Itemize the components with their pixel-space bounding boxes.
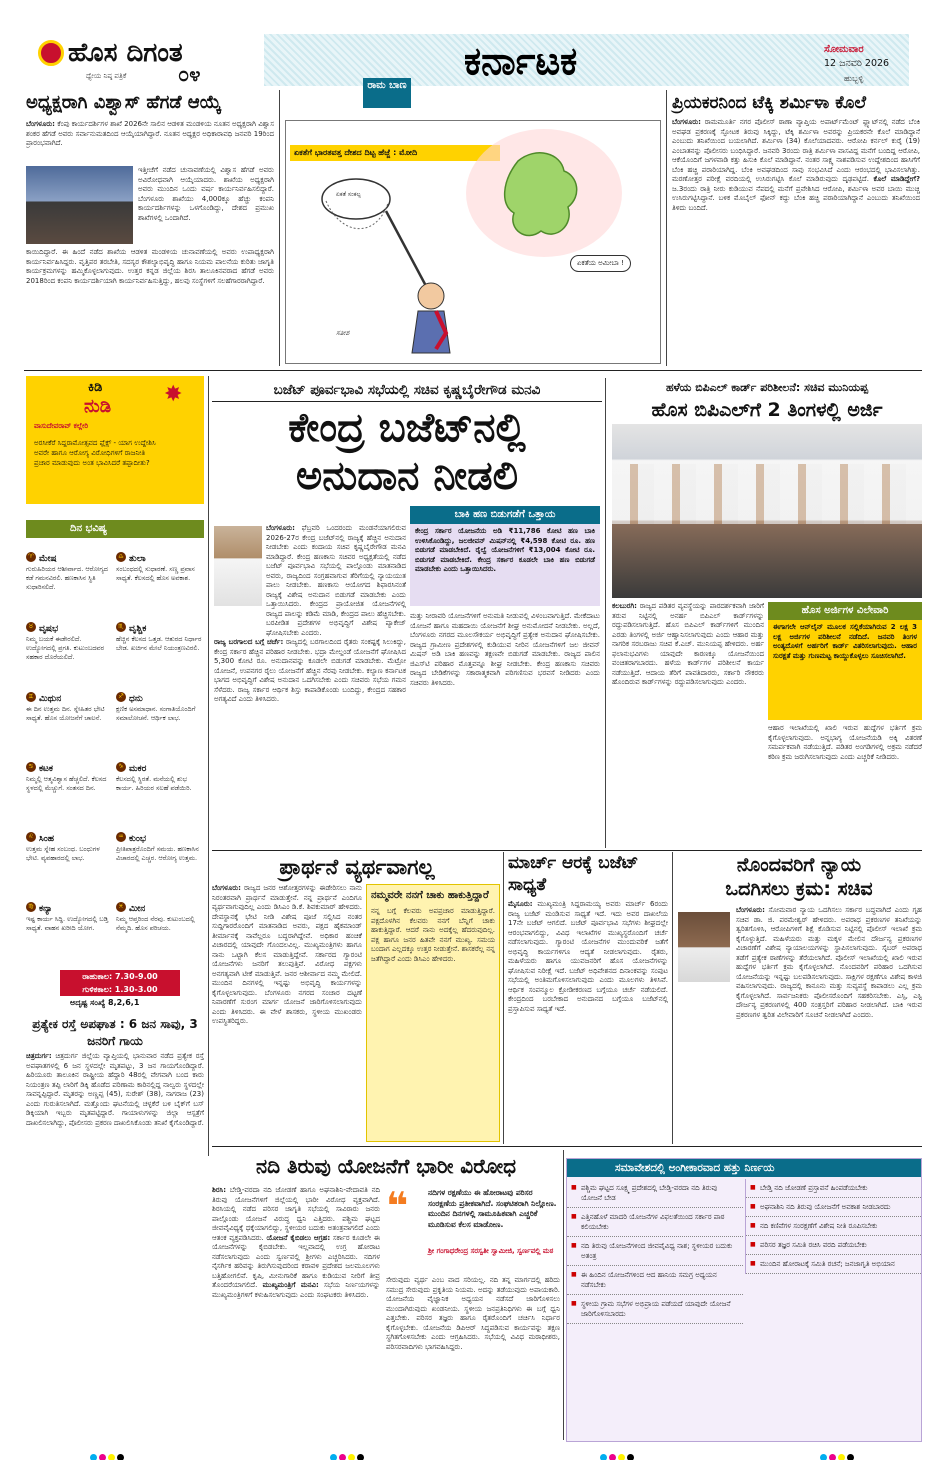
logo: ಹೊಸ ದಿಗಂತ bbox=[68, 38, 183, 68]
makara-icon: ♑ bbox=[116, 762, 126, 772]
rashi-makara bbox=[116, 756, 202, 820]
rashi-vrishabha bbox=[26, 616, 112, 680]
resolution-item: ■ ಬೇಡ್ತಿ ನದಿ ಜೋಡಣೆ ಪ್ರಸ್ತಾವನೆ ಹಿಂಪಡೆಯಬೇಕು bbox=[746, 1179, 921, 1198]
rashi-name: ವೃಶ್ಚಿಕ bbox=[129, 624, 147, 634]
lead-body-right: ಮತ್ತು ನೀರಾವರಿ ಯೋಜನೆಗಳಿಗೆ ಅನುಮತಿ ನೀಡುವಲ್ಲಿ ವಿಳಂಬವಾಗುತ್ತಿದೆ. ಮೇಕೆದಾಟು ಯೋಜನೆ ಹಾಗೂ ಮಹದಾಯಿ ಯೋಜನೆಗೆ ಶೀಘ್ರ ಅನುಮೋದನೆ ನೀಡಬೇಕು. ಅಲ್ಲದೆ, ಬೆಂಗಳೂರು ನಗರದ ಮೂಲಸೌಕರ್ಯ ಅಭಿವೃದ್ಧಿಗೆ ಪ್ರತ್ಯೇಕ ಅನುದಾನ ಘೋಷಿಸಬೇಕು. ರಾಜ್ಯದ ಗ್ರಾಮೀಣ ಪ್ರದೇಶಗಳಲ್ಲಿ ಕುಡಿಯುವ ನೀರಿನ ಯೋಜನೆಗಳಿಗೆ ಜಲ ಜೀವನ್ ಮಿಷನ್ ಅಡಿ ಬಾಕಿ ಹಣವನ್ನು ತಕ್ಷಣವೇ ಬಿಡುಗಡೆ ಮಾಡಬೇಕು. ರಾಜ್ಯದ ಪಾಲಿನ ಜಿಎಸ್‌ಟಿ ಪರಿಹಾರ ಮೊತ್ತವನ್ನೂ ಶೀಘ್ರ ನೀಡಬೇಕು. ಕೇಂದ್ರ ಹಣಕಾಸು ಸಚಿವರು ರಾಜ್ಯದ ಬೇಡಿಕೆಗಳನ್ನು ಸಕಾರಾತ್ಮಕವಾಗಿ ಪರಿಗಣಿಸುವ ಭರವಸೆ ನೀಡಿದರು ಎಂದು ಸಚಿವರು ತಿಳಿಸಿದರು. bbox=[410, 612, 600, 687]
logo-tagline: ಧ್ಯೇಯ ನಿಷ್ಠ ಪತ್ರಿಕೆ bbox=[86, 72, 127, 80]
rashi-text: ಕ್ಷಣಿಕ ಅಸಮಾಧಾನ. ಸಂಗಾತಿಯೊಂದಿಗೆ ಸಮಾಲೋಚನೆ. ಆರ್ಥಿಕ ಲಾಭ. bbox=[116, 705, 196, 722]
story2-body-3: ಜ.3ರಂದು ರಾತ್ರಿ ನೀರು ಕುಡಿಯುವ ನೆಪದಲ್ಲಿ ಮನೆಗೆ ಪ್ರವೇಶಿಸಿದ ಆರೋಪಿ, ಶರ್ಮಿಳಾ ಅವರ ಬಾಯಿ ಮುಚ್ಚಿ ಉಸಿರುಗಟ್ಟಿಸಿದ್ದಾನೆ. ಬಳಿಕ ಮೊಬೈಲ್ ಫೋನ್ ಕದ್ದು ಬೆಂಕಿ ಹಚ್ಚಿ ಪರಾರಿಯಾಗಿದ್ದಾನೆ ಎಂಬುದು ತನಿಖೆಯಿಂದ ತಿಳಿದು ಬಂದಿದೆ. bbox=[672, 184, 920, 212]
river-body-3: ಸಭೆಯ ನಿರ್ಣಯಗಳನ್ನು ಮುಖ್ಯಮಂತ್ರಿಗಳಿಗೆ ಕಳುಹಿಸಲಾಗುವುದು ಎಂದು ಸಂಘಟಕರು ತಿಳಿಸಿದರು. bbox=[212, 1281, 380, 1299]
dot-magenta bbox=[99, 1454, 106, 1460]
bpl-body-1: ರಾಜ್ಯದ ಪಡಿತರ ವ್ಯವಸ್ಥೆಯನ್ನು ಪಾರದರ್ಶಕವಾಗಿ ಜಾರಿಗೆ ತರುವ ನಿಟ್ಟಿನಲ್ಲಿ ಅನರ್ಹ ಬಿಪಿಎಲ್ ಕಾರ್ಡ್‌ಗಳನ್ನು ರದ್ದುಪಡಿಸಲಾಗುತ್ತಿದೆ. ಹೊಸ ಬಿಪಿಎಲ್ ಕಾರ್ಡ್‌ಗಳಿಗೆ ಮುಂದಿನ ಎರಡು ತಿಂಗಳಲ್ಲಿ ಅರ್ಜಿ ಆಹ್ವಾನಿಸಲಾಗುವುದು ಎಂದು ಆಹಾರ ಮತ್ತು ನಾಗರಿಕ ಸರಬರಾಜು ಸಚಿವ ಕೆ.ಎಚ್. ಮುನಿಯಪ್ಪ ಹೇಳಿದರು. ಅರ್ಹ ಫಲಾನುಭವಿಗಳು ಯಾವುದೇ ಕಾರಣಕ್ಕೂ ಯೋಜನೆಯಿಂದ ವಂಚಿತರಾಗಬಾರದು. ಹಳೆಯ ಕಾರ್ಡ್‌ಗಳ ಪರಿಶೀಲನೆ ಕಾರ್ಯ ನಡೆಯುತ್ತಿದೆ. ಆದಾಯ ತೆರಿಗೆ ಪಾವತಿದಾರರು, ಸರ್ಕಾರಿ ನೌಕರರು ಹೊಂದಿರುವ ಕಾರ್ಡ್‌ಗಳನ್ನು ರದ್ದುಪಡಿಸಲಾಗುವುದು ಎಂದರು. bbox=[612, 602, 764, 686]
rashi-text: ಕೆಲಸದಲ್ಲಿ ಸ್ಥಿರತೆ. ಮನೆಯಲ್ಲಿ ಶುಭ ಕಾರ್ಯ. ಹಿರಿಯರ ಸಲಹೆ ಪಡೆಯಿರಿ. bbox=[116, 775, 192, 792]
rashi-text: ಈ ದಿನ ಉತ್ತಮ ದಿನ. ಸ್ನೇಹಿತರ ಭೇಟಿ ಸಾಧ್ಯತೆ. ಹೊಸ ಯೋಜನೆಗೆ ಚಾಲನೆ. bbox=[26, 705, 105, 722]
rashi-text: ಗುರುಹಿರಿಯರ ಆಶೀರ್ವಾದ. ಆರೋಗ್ಯದ ಕಡೆ ಗಮನವಿರಲಿ. ಹಣಕಾಸಿನ ಸ್ಥಿತಿ ಸುಧಾರಿಸಲಿದೆ. bbox=[26, 565, 108, 591]
prayer-dateline: ಬೆಂಗಳೂರು: bbox=[212, 884, 241, 892]
rashi-meena bbox=[116, 896, 202, 960]
rashi-vrischika bbox=[116, 616, 202, 680]
lead-dateline: ಬೆಂಗಳೂರು: bbox=[266, 524, 295, 532]
registration-marks bbox=[600, 1446, 636, 1460]
rashi-name: ಮೇಷ bbox=[39, 554, 57, 564]
horoscope-grid bbox=[26, 540, 204, 970]
dues-box-title: ಬಾಕಿ ಹಣ ಬಿಡುಗಡೆಗೆ ಒತ್ತಾಯ bbox=[410, 506, 600, 524]
burst-icon: ✸ bbox=[164, 382, 183, 407]
kidi-box bbox=[26, 376, 204, 504]
lead-body-1: ಫೆಬ್ರವರಿ ಒಂದರಂದು ಮಂಡನೆಯಾಗಲಿರುವ 2026-27ರ ಕೇಂದ್ರ ಬಜೆಟ್‌ನಲ್ಲಿ ರಾಜ್ಯಕ್ಕೆ ಹೆಚ್ಚಿನ ಅನುದಾನ ನೀಡಬೇಕು ಎಂದು ಕಂದಾಯ ಸಚಿವ ಕೃಷ್ಣಬೈರೇಗೌಡ ಮನವಿ ಮಾಡಿದ್ದಾರೆ. ಕೇಂದ್ರ ಹಣಕಾಸು ಸಚಿವರ ಅಧ್ಯಕ್ಷತೆಯಲ್ಲಿ ನಡೆದ ಬಜೆಟ್ ಪೂರ್ವಭಾವಿ ಸಭೆಯಲ್ಲಿ ಪಾಲ್ಗೊಂಡು ಮಾತನಾಡಿದ ಅವರು, ರಾಜ್ಯದಿಂದ ಸಂಗ್ರಹವಾಗುವ ತೆರಿಗೆಯಲ್ಲಿ ನ್ಯಾಯಯುತ ಪಾಲು ನೀಡಬೇಕು. ಹಣಕಾಸು ಆಯೋಗದ ಶಿಫಾರಸಿನಂತೆ ರಾಜ್ಯಕ್ಕೆ ವಿಶೇಷ ಅನುದಾನ ಬಿಡುಗಡೆ ಮಾಡಬೇಕು ಎಂದು ಒತ್ತಾಯಿಸಿದರು. ಕೇಂದ್ರದ ಪ್ರಾಯೋಜಿತ ಯೋಜನೆಗಳಲ್ಲಿ ರಾಜ್ಯದ ಪಾಲನ್ನು ಕಡಿಮೆ ಮಾಡಿ, ಕೇಂದ್ರದ ಪಾಲು ಹೆಚ್ಚಿಸಬೇಕು. ಬರಪೀಡಿತ ಪ್ರದೇಶಗಳ ಅಭಿವೃದ್ಧಿಗೆ ವಿಶೇಷ ಪ್ಯಾಕೇಜ್ ಘೋಷಿಸಬೇಕು ಎಂದರು. bbox=[266, 524, 406, 637]
divider bbox=[208, 376, 209, 1156]
resolution-item: ■ ಪರಿಸರ ತಜ್ಞರ ಸಮಿತಿ ರಚಿಸಿ ವರದಿ ಪಡೆಯಬೇಕು bbox=[746, 1236, 921, 1255]
issue-date: 12 ಜನವರಿ 2026 bbox=[824, 58, 890, 69]
river-quote-author: ಶ್ರೀ ಗಂಗಾಧರೇಂದ್ರ ಸರಸ್ವತೀ ಸ್ವಾಮೀಜಿ, ಸ್ವರ್ಣವಲ್ಲಿ ಮಠ bbox=[428, 1247, 554, 1255]
march-text: ಮುಖ್ಯಮಂತ್ರಿ ಸಿದ್ದರಾಮಯ್ಯ ಅವರು ಮಾರ್ಚ್ 6ರಂದು ರಾಜ್ಯ ಬಜೆಟ್ ಮಂಡಿಸುವ ಸಾಧ್ಯತೆ ಇದೆ. ಇದು ಅವರ ದಾಖಲೆಯ 17ನೇ ಬಜೆಟ್ ಆಗಲಿದೆ. ಬಜೆಟ್ ಪೂರ್ವಭಾವಿ ಸಭೆಗಳು ಶೀಘ್ರದಲ್ಲೇ ಆರಂಭವಾಗಲಿದ್ದು, ವಿವಿಧ ಇಲಾಖೆಗಳ ಮುಖ್ಯಸ್ಥರೊಂದಿಗೆ ಚರ್ಚೆ ನಡೆಸಲಾಗುವುದು. ಗ್ಯಾರಂಟಿ ಯೋಜನೆಗಳ ಮುಂದುವರಿಕೆ ಜತೆಗೆ ಅಭಿವೃದ್ಧಿ ಕಾರ್ಯಗಳಿಗೂ ಆದ್ಯತೆ ನೀಡಲಾಗುವುದು. ರೈತರು, ಮಹಿಳೆಯರು ಹಾಗೂ ಯುವಜನರಿಗೆ ಹೊಸ ಯೋಜನೆಗಳನ್ನು ಘೋಷಿಸುವ ನಿರೀಕ್ಷೆ ಇದೆ. ಬಜೆಟ್ ಅಧಿವೇಶನದ ದಿನಾಂಕವನ್ನು ಸಂಪುಟ ಸಭೆಯಲ್ಲಿ ಅಂತಿಮಗೊಳಿಸಲಾಗುವುದು ಎಂದು ಮೂಲಗಳು ತಿಳಿಸಿವೆ. ಆರ್ಥಿಕ ಸಂಪನ್ಮೂಲ ಕ್ರೋಡೀಕರಣದ ಬಗ್ಗೆಯೂ ಚರ್ಚೆ ನಡೆಯಲಿದೆ. ಕೇಂದ್ರದಿಂದ ಬರಬೇಕಾದ ಅನುದಾನದ ಬಗ್ಗೆಯೂ ಬಜೆಟ್‌ನಲ್ಲಿ ಪ್ರಸ್ತಾಪಿಸುವ ಸಾಧ್ಯತೆ ಇದೆ. bbox=[508, 900, 668, 1013]
resolution-item: ■ ನದಿ ಕಣಿವೆಗಳ ಸಂರಕ್ಷಣೆಗೆ ವಿಶೇಷ ನೀತಿ ರೂಪಿಸಬೇಕು bbox=[746, 1217, 921, 1236]
divider bbox=[212, 850, 922, 851]
resolution-item: ■ ಮುಂದಿನ ಹೋರಾಟಕ್ಕೆ ಸಮಿತಿ ರಚನೆ; ಜನಜಾಗೃತಿ ಅಭಿಯಾನ bbox=[746, 1255, 921, 1274]
story1-body bbox=[26, 120, 274, 162]
horoscope-title: ದಿನ ಭವಿಷ್ಯ bbox=[26, 520, 204, 538]
kumbha-icon: ♒ bbox=[116, 832, 126, 842]
story1-body-2: ಇತ್ತೀಚೆಗೆ ನಡೆದ ಚುನಾವಣೆಯಲ್ಲಿ ವಿಶ್ವಾಸ ಹೆಗಡೆ ಅವರು ಅವಿರೋಧವಾಗಿ ಆಯ್ಕೆಯಾದರು. ಶಾಖೆಯ ಅಧ್ಯಕ್ಷರಾಗಿ ಅವರು ಮುಂದಿನ ಒಂದು ವರ್ಷ ಕಾರ್ಯನಿರ್ವಹಿಸಲಿದ್ದಾರೆ. ಬೆಂಗಳೂರು ಶಾಖೆಯು 4,000ಕ್ಕೂ ಹೆಚ್ಚು ಕಂಪನಿ ಕಾರ್ಯದರ್ಶಿಗಳನ್ನು ಒಳಗೊಂಡಿದ್ದು, ದೇಶದ ಪ್ರಮುಖ ಶಾಖೆಗಳಲ್ಲಿ ಒಂದಾಗಿದೆ. bbox=[138, 166, 274, 222]
kidi-lines bbox=[34, 438, 200, 468]
story1-photo bbox=[26, 166, 133, 244]
justice-text: ಸೋಮವಾರ ನ್ಯಾಯ ಒದಗಿಸಲು ಸರ್ಕಾರ ಬದ್ಧವಾಗಿದೆ ಎಂದು ಗೃಹ ಸಚಿವ ಡಾ. ಜಿ. ಪರಮೇಶ್ವರ್ ಹೇಳಿದರು. ಅಪರಾಧ ಪ್ರಕರಣಗಳ ತನಿಖೆಯನ್ನು ತ್ವರಿತಗೊಳಿಸಿ, ಆರೋಪಿಗಳಿಗೆ ಶಿಕ್ಷೆ ಕೊಡಿಸುವ ನಿಟ್ಟಿನಲ್ಲಿ ಪೊಲೀಸ್ ಇಲಾಖೆ ಕ್ರಮ ಕೈಗೊಳ್ಳುತ್ತಿದೆ. ಮಹಿಳೆಯರು ಮತ್ತು ಮಕ್ಕಳ ಮೇಲಿನ ದೌರ್ಜನ್ಯ ಪ್ರಕರಣಗಳ ವಿಚಾರಣೆಗೆ ವಿಶೇಷ ನ್ಯಾಯಾಲಯಗಳನ್ನು ಸ್ಥಾಪಿಸಲಾಗುವುದು. ಸೈಬರ್ ಅಪರಾಧ ತಡೆಗೆ ಪ್ರತ್ಯೇಕ ಠಾಣೆಗಳನ್ನು ತೆರೆಯಲಾಗಿದೆ. ಪೊಲೀಸ್ ಇಲಾಖೆಯಲ್ಲಿ ಖಾಲಿ ಇರುವ ಹುದ್ದೆಗಳ ಭರ್ತಿಗೆ ಕ್ರಮ ಕೈಗೊಳ್ಳಲಾಗಿದೆ. ನೊಂದವರಿಗೆ ಪರಿಹಾರ ಒದಗಿಸುವ ಯೋಜನೆಯನ್ನು ಇನ್ನಷ್ಟು ಬಲಪಡಿಸಲಾಗುವುದು. ಸಾಕ್ಷಿಗಳ ರಕ್ಷಣೆಗೂ ವಿಶೇಷ ಕಾಳಜಿ ವಹಿಸಲಾಗುವುದು. ರಾಜ್ಯದಲ್ಲಿ ಕಾನೂನು ಮತ್ತು ಸುವ್ಯವಸ್ಥೆ ಕಾಪಾಡಲು ಎಲ್ಲ ಕ್ರಮ ಕೈಗೊಳ್ಳಲಾಗಿದೆ. ಸಾರ್ವಜನಿಕರು ಪೊಲೀಸರೊಂದಿಗೆ ಸಹಕರಿಸಬೇಕು. ಎಸ್ಸಿ, ಎಸ್ಟಿ ದೌರ್ಜನ್ಯ ಪ್ರಕರಣಗಳಲ್ಲಿ 400 ಸಂತ್ರಸ್ತರಿಗೆ ಪರಿಹಾರ ನೀಡಲಾಗಿದೆ. ಬಾಕಿ ಇರುವ ಪ್ರಕರಣಗಳ ತ್ವರಿತ ವಿಲೇವಾರಿಗೆ ಸೂಚನೆ ನೀಡಲಾಗಿದೆ ಎಂದರು. bbox=[736, 906, 922, 1019]
resolution-item: ■ ಪಶ್ಚಿಮ ಘಟ್ಟದ ಸೂಕ್ಷ್ಮ ಪ್ರದೇಶದಲ್ಲಿ ಬೇಡ್ತಿ-ವರದಾ ನದಿ ತಿರುವು ಯೋಜನೆ ಬೇಡ bbox=[567, 1179, 743, 1208]
rashi-simha bbox=[26, 826, 112, 890]
rashi-dhanu bbox=[116, 686, 202, 750]
rashi-text: ಸಂಬಂಧದಲ್ಲಿ ಸುಧಾರಣೆ. ಸಣ್ಣ ಪ್ರವಾಸ ಸಾಧ್ಯತೆ. ಕೆಲಸದಲ್ಲಿ ಹೊಸ ಅವಕಾಶ. bbox=[116, 565, 195, 582]
issue-day: ಸೋಮವಾರ bbox=[824, 44, 864, 55]
logo-block bbox=[24, 34, 246, 88]
cartoon-net-label: ಏಕತೆ ಸಂಕಲ್ಪ bbox=[336, 191, 361, 198]
dot-yellow bbox=[348, 1454, 355, 1460]
bpl-headline: ಹೊಸ ಬಿಪಿಎಲ್‌ಗೆ 2 ತಿಂಗಳಲ್ಲಿ ಅರ್ಜಿ bbox=[651, 399, 883, 421]
dues-box bbox=[410, 506, 600, 606]
rashi-text: ನಿಮ್ಮ ಬಯಕೆ ಈಡೇರಲಿದೆ. ಉದ್ಯೋಗದಲ್ಲಿ ಪ್ರಗತಿ. ಕುಟುಂಬದವರ ಸಹಕಾರ ದೊರೆಯಲಿದೆ. bbox=[26, 635, 105, 661]
divider bbox=[672, 852, 673, 1144]
dot-cyan bbox=[90, 1454, 97, 1460]
story1-dateline: ಬೆಂಗಳೂರು: bbox=[26, 120, 55, 128]
resolution-item: ■ ಅಘನಾಶಿನಿ ನದಿ ತಿರುವು ಯೋಜನೆಗೆ ಅವಕಾಶ ನೀಡಬಾರದು bbox=[746, 1198, 921, 1217]
rashi-name: ತುಲಾ bbox=[129, 554, 146, 564]
divider bbox=[279, 90, 280, 366]
bpl-kicker: ಹಳೆಯ ಬಿಪಿಎಲ್ ಕಾರ್ಡ್ ಪರಿಶೀಲನೆ: ಸಚಿವ ಮುನಿಯಪ್ಪ bbox=[665, 381, 869, 394]
man-head bbox=[418, 283, 444, 309]
rashi-name: ಕಟಕ bbox=[39, 764, 53, 774]
masthead bbox=[24, 30, 922, 90]
river-headline: ನದಿ ತಿರುವು ಯೋಜನೆಗೆ ಭಾರೀ ವಿರೋಧ bbox=[255, 1154, 517, 1178]
resolution-item: ■ ಎತ್ತಿನಹೊಳೆ ಮಾದರಿ ಯೋಜನೆಗಳ ವಿಫಲತೆಯಿಂದ ಸರ್ಕಾರ ಪಾಠ ಕಲಿಯಬೇಕು bbox=[567, 1208, 743, 1237]
dot-yellow bbox=[108, 1454, 115, 1460]
logo-emblem-icon bbox=[38, 40, 64, 66]
divider bbox=[212, 1146, 922, 1147]
registration-marks bbox=[90, 1446, 126, 1460]
story2-body-2: ಶರ್ಮಿಳಾ (34) ಕೊಲೆಯಾದವರು. ಆರೋಪಿ ಕರ್ನಲ್ ಕುರೈ (19) ಎಂಬಾತನನ್ನು ಪೊಲೀಸರು ಬಂಧಿಸಿದ್ದಾರೆ. ಜನವರಿ 3ರಂದು ರಾತ್ರಿ ಶರ್ಮಿಳಾ ವಾಸವಿದ್ದ ಮನೆಗೆ ಬಂದಿದ್ದ ಆರೋಪಿ, ಆಕೆಯೊಂದಿಗೆ ಜಗಳವಾಡಿ ಕತ್ತು ಹಿಸುಕಿ ಕೊಲೆ ಮಾಡಿದ್ದಾನೆ. ನಂತರ ಸಾಕ್ಷ್ಯ ನಾಶಪಡಿಸುವ ಉದ್ದೇಶದಿಂದ ಹಾಸಿಗೆಗೆ ಬೆಂಕಿ ಹಚ್ಚಿ ಪರಾರಿಯಾಗಿದ್ದ. ಬೆಂಕಿ ಅವಘಡದಿಂದ ಸಾವು ಸಂಭವಿಸಿದೆ ಎಂದು ಆರಂಭದಲ್ಲಿ ಭಾವಿಸಲಾಗಿತ್ತು. ಮರಣೋತ್ತರ ಪರೀಕ್ಷೆ ವರದಿಯಲ್ಲಿ ಉಸಿರುಗಟ್ಟಿಸಿ ಕೊಲೆ ಮಾಡಿರುವುದು ದೃಢಪಟ್ಟಿದೆ. bbox=[672, 137, 920, 183]
rashi-text: ಇಷ್ಟ ಕಾರ್ಯ ಸಿದ್ಧಿ. ಉದ್ಯೋಗದಲ್ಲಿ ಬಡ್ತಿ ಸಾಧ್ಯತೆ. ವಾಹನ ಖರೀದಿ ಯೋಗ. bbox=[26, 915, 109, 932]
march-headline: ಮಾರ್ಚ್ ಆರಕ್ಕೆ ಬಜೆಟ್ ಸಾಧ್ಯತೆ bbox=[508, 853, 639, 895]
dot-cyan bbox=[820, 1454, 827, 1460]
accident-text: ಚಿತ್ರದುರ್ಗ ಜಿಲ್ಲೆಯ ವ್ಯಾಪ್ತಿಯಲ್ಲಿ ಭಾನುವಾರ ನಡೆದ ಪ್ರತ್ಯೇಕ ರಸ್ತೆ ಅಪಘಾತಗಳಲ್ಲಿ 6 ಜನ ಸ್ಥಳದಲ್ಲೇ ಮೃತಪಟ್ಟು, 3 ಜನ ಗಾಯಗೊಂಡಿದ್ದಾರೆ. ಹಿರಿಯೂರು ತಾಲೂಕಿನ ರಾಷ್ಟ್ರೀಯ ಹೆದ್ದಾರಿ 48ರಲ್ಲಿ ವೇಗವಾಗಿ ಬಂದ ಕಾರು ನಿಯಂತ್ರಣ ತಪ್ಪಿ ಲಾರಿಗೆ ಡಿಕ್ಕಿ ಹೊಡೆದ ಪರಿಣಾಮ ಕಾರಿನಲ್ಲಿದ್ದ ನಾಲ್ವರು ಸ್ಥಳದಲ್ಲೇ ಸಾವನ್ನಪ್ಪಿದ್ದಾರೆ. ಮೃತರನ್ನು ಅಣ್ಣಪ್ಪ (45), ಸುರೇಶ್ (38), ನಾಗರಾಜ (23) ಎಂದು ಗುರುತಿಸಲಾಗಿದೆ. ಮತ್ತೊಂದು ಘಟನೆಯಲ್ಲಿ ಚಳ್ಳಕೆರೆ ಬಳಿ ಬೈಕ್‌ಗೆ ಬಸ್ ಡಿಕ್ಕಿಯಾಗಿ ಇಬ್ಬರು ಮೃತಪಟ್ಟಿದ್ದಾರೆ. ಗಾಯಾಳುಗಳನ್ನು ಜಿಲ್ಲಾ ಆಸ್ಪತ್ರೆಗೆ ದಾಖಲಿಸಲಾಗಿದ್ದು, ಪೊಲೀಸರು ಪ್ರಕರಣ ದಾಖಲಿಸಿಕೊಂಡು ತನಿಖೆ ಕೈಗೊಂಡಿದ್ದಾರೆ. bbox=[26, 1052, 204, 1127]
rashi-text: ನಿಮ್ಮ ಆಪ್ತರಿಂದ ನೆರವು. ಕುಟುಂಬದಲ್ಲಿ ನೆಮ್ಮದಿ. ಹೊಸ ಪರಿಚಯ. bbox=[116, 915, 195, 932]
dot-black bbox=[117, 1454, 124, 1460]
kidi-title: ಕಿಡಿ bbox=[88, 380, 103, 395]
dot-magenta bbox=[339, 1454, 346, 1460]
lead-subhead: ರಾಜ್ಯ ಬರಗಾಲದ ಬಗ್ಗೆ ಚರ್ಚೆ: bbox=[214, 638, 284, 646]
river-body-1: ಬೇಡ್ತಿ-ವರದಾ ನದಿ ಜೋಡಣೆ ಹಾಗೂ ಅಘನಾಶಿನಿ-ವೇದಾವತಿ ನದಿ ತಿರುವು ಯೋಜನೆಗಳಿಗೆ ಜಿಲ್ಲೆಯಲ್ಲಿ ಭಾರೀ ವಿರೋಧ ವ್ಯಕ್ತವಾಗಿದೆ. ಶಿರಸಿಯಲ್ಲಿ ನಡೆದ ಪರಿಸರ ಜಾಗೃತಿ ಸಭೆಯಲ್ಲಿ ಸಾವಿರಾರು ಜನರು ಪಾಲ್ಗೊಂಡು ಯೋಜನೆ ವಿರುದ್ಧ ಧ್ವನಿ ಎತ್ತಿದರು. ಪಶ್ಚಿಮ ಘಟ್ಟದ ಜೀವವೈವಿಧ್ಯಕ್ಕೆ ಧಕ್ಕೆಯಾಗಲಿದ್ದು, ಸ್ಥಳೀಯರ ಬದುಕು ಅತಂತ್ರವಾಗಲಿದೆ ಎಂದು ಆತಂಕ ವ್ಯಕ್ತಪಡಿಸಿದರು. bbox=[212, 1186, 380, 1242]
bpl-body-right: ಆಹಾರ ಇಲಾಖೆಯಲ್ಲಿ ಖಾಲಿ ಇರುವ ಹುದ್ದೆಗಳ ಭರ್ತಿಗೆ ಕ್ರಮ ಕೈಗೊಳ್ಳಲಾಗುವುದು. ಅನ್ನಭಾಗ್ಯ ಯೋಜನೆಯಡಿ ಅಕ್ಕಿ ವಿತರಣೆ ಸಮರ್ಪಕವಾಗಿ ನಡೆಯುತ್ತಿದೆ. ಪಡಿತರ ಅಂಗಡಿಗಳಲ್ಲಿ ಅಕ್ರಮ ನಡೆದರೆ ಕಠಿಣ ಕ್ರಮ ಜರುಗಿಸಲಾಗುವುದು ಎಂದು ಎಚ್ಚರಿಕೆ ನೀಡಿದರು. bbox=[768, 724, 922, 761]
justice-headline-1: ನೊಂದವರಿಗೆ ನ್ಯಾಯ bbox=[736, 854, 862, 876]
rashi-text: ಪ್ರೀತಿಪಾತ್ರರೊಂದಿಗೆ ಸಮಯ. ಹಣಕಾಸಿನ ವಿಚಾರದಲ್ಲಿ ಎಚ್ಚರ. ಆರೋಗ್ಯ ಉತ್ತಮ. bbox=[116, 845, 199, 862]
rahu-kala-box bbox=[60, 970, 180, 996]
prayer-quote-box bbox=[366, 884, 500, 1142]
accident-headline: ಪ್ರತ್ಯೇಕ ರಸ್ತೆ ಅಪಘಾತ : 6 ಜನ ಸಾವು, 3 ಜನರಿಗೆ ಗಾಯ bbox=[32, 1017, 198, 1048]
river-quote-mark-icon: ❝ bbox=[386, 1184, 409, 1228]
resolution-item: ■ ಈ ಹಿಂದಿನ ಯೋಜನೆಗಳಿಂದ ಆದ ಹಾನಿಯ ಸಮಗ್ರ ಅಧ್ಯಯನ ನಡೆಸಬೇಕು bbox=[567, 1266, 743, 1295]
registration-marks bbox=[330, 1446, 366, 1460]
divider bbox=[563, 1150, 564, 1440]
rashi-name: ಮಿಥುನ bbox=[39, 694, 62, 704]
prayer-text: ರಾಜ್ಯದ ಜನರ ಆಶೋತ್ತರಗಳನ್ನು ಈಡೇರಿಸಲು ನಾನು ನಿರಂತರವಾಗಿ ಪ್ರಾರ್ಥನೆ ಮಾಡುತ್ತೇನೆ. ನನ್ನ ಪ್ರಾರ್ಥನೆ ಎಂದಿಗೂ ವ್ಯರ್ಥವಾಗುವುದಿಲ್ಲ ಎಂದು ಡಿಸಿಎಂ ಡಿ.ಕೆ. ಶಿವಕುಮಾರ್ ಹೇಳಿದರು. ದೇವಸ್ಥಾನಕ್ಕೆ ಭೇಟಿ ನೀಡಿ ವಿಶೇಷ ಪೂಜೆ ಸಲ್ಲಿಸಿದ ನಂತರ ಸುದ್ದಿಗಾರರೊಂದಿಗೆ ಮಾತನಾಡಿದ ಅವರು, ಪಕ್ಷದ ಹೈಕಮಾಂಡ್ ತೀರ್ಮಾನಕ್ಕೆ ನಾವೆಲ್ಲರೂ ಬದ್ಧರಾಗಿದ್ದೇವೆ. ಅಧಿಕಾರ ಹಂಚಿಕೆ ವಿಚಾರದಲ್ಲಿ ಯಾವುದೇ ಗೊಂದಲವಿಲ್ಲ. ಮುಖ್ಯಮಂತ್ರಿಗಳು ಹಾಗೂ ನಾನು ಒಟ್ಟಾಗಿ ಕೆಲಸ ಮಾಡುತ್ತಿದ್ದೇವೆ. ಸರ್ಕಾರದ ಗ್ಯಾರಂಟಿ ಯೋಜನೆಗಳು ಜನರಿಗೆ ತಲುಪುತ್ತಿವೆ. ವಿರೋಧ ಪಕ್ಷಗಳು ಅನಗತ್ಯವಾಗಿ ಟೀಕೆ ಮಾಡುತ್ತಿವೆ. ಜನರ ಆಶೀರ್ವಾದ ನಮ್ಮ ಮೇಲಿದೆ. ಮುಂದಿನ ದಿನಗಳಲ್ಲಿ ಇನ್ನಷ್ಟು ಅಭಿವೃದ್ಧಿ ಕಾರ್ಯಗಳನ್ನು ಕೈಗೊಳ್ಳಲಾಗುವುದು. ಬೆಂಗಳೂರು ನಗರದ ಸಂಚಾರ ದಟ್ಟಣೆ ನಿವಾರಣೆಗೆ ಸುರಂಗ ಮಾರ್ಗ ಯೋಜನೆ ಜಾರಿಗೊಳಿಸಲಾಗುವುದು ಎಂದು ತಿಳಿಸಿದರು. ಈ ವೇಳೆ ಶಾಸಕರು, ಸ್ಥಳೀಯ ಮುಖಂಡರು ಉಪಸ್ಥಿತರಿದ್ದರು. bbox=[212, 884, 362, 1025]
page-number: ೦೪ bbox=[178, 62, 201, 86]
dot-magenta bbox=[609, 1454, 616, 1460]
story1-body-1: ಕೆಂಪು ಕಾರ್ಯದರ್ಶಿಗಳ ಶಾಖೆ 2026ನೇ ಸಾಲಿನ ಆಡಳಿತ ಮಂಡಳಿಯ ನೂತನ ಅಧ್ಯಕ್ಷರಾಗಿ ವಿಶ್ವಾಸ ಶಂಕರ ಹೆಗಡೆ ಅವರು ಸರ್ವಾನುಮತದಿಂದ ಆಯ್ಕೆಯಾಗಿದ್ದಾರೆ. ನೂತನ ಅಧ್ಯಕ್ಷರ ಅಧಿಕಾರಾವಧಿ ಜನವರಿ 19ರಿಂದ ಪ್ರಾರಂಭವಾಗಿದೆ. bbox=[26, 120, 274, 147]
story2-headline: ಪ್ರಿಯಕರನಿಂದ ಟೆಕ್ಕಿ ಶರ್ಮಿಳಾ ಕೊಲೆ bbox=[672, 93, 867, 113]
rashi-name: ಮಕರ bbox=[129, 764, 147, 774]
simha-icon: ♌ bbox=[26, 832, 36, 842]
rashi-name: ಮೀನ bbox=[129, 904, 146, 914]
rashi-kanya bbox=[26, 896, 112, 960]
dot-yellow bbox=[618, 1454, 625, 1460]
river-quote: ನದಿಗಳ ರಕ್ಷಣೆಯು ಈ ಹೋರಾಟವು ಪರಿಸರ ಸಂರಕ್ಷಣೆಯ ಪ್ರತೀಕವಾಗಿದೆ. ಸಂಘಟಿತರಾಗಿ ನಿಲ್ಲೋಣ. ಮುಂದಿನ ದಿನಗಳಲ್ಲಿ ಸಾಮೂಹಿಕವಾಗಿ ಎಚ್ಚರಿಕೆ ಮೂಡಿಸುವ ಕೆಲಸ ಮಾಡೋಣ. bbox=[428, 1188, 557, 1229]
rashi-text: ಹೆಚ್ಚಿನ ಕೆಲಸದ ಒತ್ತಡ. ಆತುರದ ನಿರ್ಧಾರ ಬೇಡ. ಖರ್ಚಿನ ಮೇಲೆ ನಿಯಂತ್ರಣವಿರಲಿ. bbox=[116, 635, 202, 652]
dues-box-body: ಕೇಂದ್ರ ಸರ್ಕಾರ ಯೋಜನೆಯ ಅಡಿ ₹11,786 ಕೋಟಿ ಹಣ ಬಾಕಿ ಉಳಿಸಿಕೊಂಡಿದ್ದು, ಜಲಜೀವನ್ ಮಿಷನ್‌ನಲ್ಲಿ ₹4,598 ಕೋಟಿ ರೂ. ಹಣ ಬಿಡುಗಡೆ ಮಾಡಬೇಕಿದೆ. ರೈಲ್ವೆ ಯೋಜನೆಗಳಿಗೆ ₹13,004 ಕೋಟಿ ರೂ. ಬಿಡುಗಡೆ ಮಾಡಬೇಕಿದೆ. ಕೇಂದ್ರ ಸರ್ಕಾರ ಕೂಡಲೇ ಬಾಕಿ ಹಣ ಬಿಡುಗಡೆ ಮಾಡಬೇಕು ಎಂದು ಒತ್ತಾಯಿಸಿದರು. bbox=[415, 527, 595, 573]
edition: ಹುಬ್ಬಳ್ಳಿ bbox=[844, 74, 864, 83]
bpl-box-body: ಈಗಾಗಲೇ ಆನ್‌ಲೈನ್ ಮೂಲಕ ಸಲ್ಲಿಕೆಯಾಗಿರುವ 2 ಲಕ್ಷ 3 ಲಕ್ಷ ಅರ್ಜಿಗಳ ಪರಿಶೀಲನೆ ನಡೆದಿದೆ. ಜನವರಿ ತಿಂಗಳ ಅಂತ್ಯದೊಳಗೆ ಅರ್ಹರಿಗೆ ಕಾರ್ಡ್ ವಿತರಿಸಲಾಗುವುದು. ಆಹಾರ ಸುರಕ್ಷತೆ ಮತ್ತು ಗುಣಮಟ್ಟ ಕಾಯ್ದುಕೊಳ್ಳಲು ಸೂಚಿಸಲಾಗಿದೆ. bbox=[773, 623, 917, 660]
registration-marks bbox=[820, 1446, 856, 1460]
story2-dateline: ಬೆಂಗಳೂರು: bbox=[672, 118, 701, 126]
march-body bbox=[508, 900, 668, 1142]
rashi-mithuna bbox=[26, 686, 112, 750]
rahu-kala: ರಾಹುಕಾಲ: 7.30-9.00 bbox=[82, 972, 158, 981]
resolutions-left bbox=[567, 1179, 743, 1324]
lead-body-2: ರಾಜ್ಯದಲ್ಲಿ ಬರಗಾಲದಿಂದ ರೈತರು ಸಂಕಷ್ಟಕ್ಕೆ ಸಿಲುಕಿದ್ದು, ಕೇಂದ್ರ ಸರ್ಕಾರ ಹೆಚ್ಚಿನ ಪರಿಹಾರ ನೀಡಬೇಕು. ಭದ್ರಾ ಮೇಲ್ದಂಡೆ ಯೋಜನೆಗೆ ಘೋಷಿಸಿದ 5,300 ಕೋಟಿ ರೂ. ಅನುದಾನವನ್ನು ಕೂಡಲೇ ಬಿಡುಗಡೆ ಮಾಡಬೇಕು. ಮೆಟ್ರೋ ಯೋಜನೆ, ಉಪನಗರ ರೈಲು ಯೋಜನೆಗೆ ಹೆಚ್ಚಿನ ನೆರವು ನೀಡಬೇಕು. ಕಲ್ಯಾಣ ಕರ್ನಾಟಕ ಭಾಗದ ಅಭಿವೃದ್ಧಿಗೆ ವಿಶೇಷ ಅನುದಾನ ಒದಗಿಸಬೇಕು ಎಂದು ಸಚಿವರು ಸಭೆಯ ಗಮನ ಸೆಳೆದರು. ರಾಜ್ಯ ಸರ್ಕಾರ ಆರ್ಥಿಕ ಶಿಸ್ತು ಕಾಪಾಡಿಕೊಂಡು ಬಂದಿದ್ದು, ಕೇಂದ್ರದ ಸಹಕಾರ ಅಗತ್ಯವಿದೆ ಎಂದು ತಿಳಿಸಿದರು. bbox=[214, 638, 406, 703]
justice-dateline: ಬೆಂಗಳೂರು: bbox=[736, 906, 765, 914]
section-band bbox=[264, 34, 909, 86]
dot-black bbox=[357, 1454, 364, 1460]
river-body-2: ಸರ್ಕಾರ ಕೂಡಲೇ ಈ ಯೋಜನೆಗಳನ್ನು ಕೈಬಿಡಬೇಕು. ಇಲ್ಲವಾದಲ್ಲಿ ಉಗ್ರ ಹೋರಾಟ ನಡೆಸಲಾಗುವುದು ಎಂದು ಸ್ವರ್ಣವಲ್ಲಿ ಶ್ರೀಗಳು ಎಚ್ಚರಿಸಿದರು. ನದಿಗಳ ನೈಸರ್ಗಿಕ ಹರಿವನ್ನು ತಿರುಗಿಸುವುದರಿಂದ ಕರಾವಳಿ ಪ್ರದೇಶದ ಜಲಮೂಲಗಳು ಬತ್ತಿಹೋಗಲಿವೆ. ಕೃಷಿ, ಮೀನುಗಾರಿಕೆ ಹಾಗೂ ಕುಡಿಯುವ ನೀರಿಗೆ ತೀವ್ರ ತೊಂದರೆಯಾಗಲಿದೆ. bbox=[212, 1233, 380, 1289]
lead-headline-2: ಅನುದಾನ ನೀಡಲಿ bbox=[295, 452, 519, 499]
divider bbox=[503, 852, 504, 1144]
story1-body-3: ಕಾಯಿದಿದ್ದಾರೆ. ಈ ಹಿಂದೆ ನಡೆದ ಶಾಖೆಯ ಆಡಳಿತ ಮಂಡಳಿಯ ಚುನಾವಣೆಯಲ್ಲಿ ಅವರು ಉಪಾಧ್ಯಕ್ಷರಾಗಿ ಕಾರ್ಯನಿರ್ವಹಿಸಿದ್ದರು. ವೃತ್ತಿಪರ ತರಬೇತಿ, ಸದಸ್ಯರ ಕೌಶಲ್ಯಾಭಿವೃದ್ಧಿ ಹಾಗೂ ನಿಯಮ ಪಾಲನೆಯ ಕುರಿತು ಜಾಗೃತಿ ಕಾರ್ಯಕ್ರಮಗಳನ್ನು ಹಮ್ಮಿಕೊಳ್ಳಲಾಗುವುದು. ಉತ್ತರ ಕನ್ನಡ ಜಿಲ್ಲೆಯ ಶಿರಸಿ ತಾಲೂಕಿನವರಾದ ಹೆಗಡೆ ಅವರು 2018ರಿಂದ ಕಂಪನಿ ಕಾರ್ಯದರ್ಶಿಯಾಗಿ ಕಾರ್ಯನಿರ್ವಹಿಸುತ್ತಿದ್ದು, ಹಲವು ಸಂಸ್ಥೆಗಳಿಗೆ ಸಲಹೆಗಾರರಾಗಿದ್ದಾರೆ. bbox=[26, 248, 274, 285]
resolution-item: ■ ನದಿ ತಿರುವು ಯೋಜನೆಗಳಿಂದ ಜೀವವೈವಿಧ್ಯ ನಾಶ; ಸ್ಥಳೀಯರ ಬದುಕು ಅತಂತ್ರ bbox=[567, 1237, 743, 1266]
tula-icon: ♎ bbox=[116, 552, 126, 562]
justice-body bbox=[678, 906, 922, 1142]
divider bbox=[24, 370, 922, 371]
prayer-quote-body: ನನ್ನ ಬಗ್ಗೆ ಕೆಲವರು ಅಪಪ್ರಚಾರ ಮಾಡುತ್ತಿದ್ದಾರೆ. ಪಕ್ಷದೊಳಗಿನ ಕೆಲವರು ನನಗೆ ಬೆನ್ನಿಗೆ ಚಾಕು ಹಾಕುತ್ತಿದ್ದಾರೆ. ಆದರೆ ನಾನು ಅದಕ್ಕೆಲ್ಲ ಹೆದರುವುದಿಲ್ಲ. ಪಕ್ಷ ಹಾಗೂ ಜನರ ಹಿತವೇ ನನಗೆ ಮುಖ್ಯ. ಸಮಯ ಬಂದಾಗ ಎಲ್ಲದಕ್ಕೂ ಉತ್ತರ ನೀಡುತ್ತೇನೆ. ಶಾಸಕರೆಲ್ಲ ನನ್ನ ಜತೆಗಿದ್ದಾರೆ ಎಂದು ಡಿಸಿಎಂ ಹೇಳಿದರು. bbox=[371, 907, 495, 963]
meena-icon: ♓ bbox=[116, 902, 126, 912]
lead-headline-1: ಕೇಂದ್ರ ಬಜೆಟ್‌ನಲ್ಲಿ bbox=[288, 404, 526, 451]
dhanu-icon: ♐ bbox=[116, 692, 126, 702]
gulika-kala: ಗುಳಿಕಕಾಲ: 1.30-3.00 bbox=[82, 985, 158, 994]
river-subhead-2: ಮುಖ್ಯಮಂತ್ರಿಗೆ ಮನವಿ: bbox=[262, 1281, 319, 1289]
kidi-line: ಅರಸೀಕೆರೆ ಸಿದ್ದರಾಮೋತ್ಸವದ ಫ್ಲೆಕ್ಸ್ - ಯಾಗ ಉದ್ದೇಶಿಸಿ bbox=[34, 439, 156, 447]
cartoon-frame bbox=[285, 120, 661, 364]
kidi-line: ಅವರೇ ಹಾಗೂ ಆರೋಗ್ಯ ವಿರೋಧಿಗಳಿಗೆ ರಾಜನೀತಿ bbox=[34, 449, 146, 457]
prayer-headline: ಪ್ರಾರ್ಥನೆ ವ್ಯರ್ಥವಾಗಲ್ಲ bbox=[279, 855, 435, 879]
cartoon-speech: ಏಕತೆಯ ಅಮೀಬಾ ! bbox=[570, 255, 631, 272]
dot-cyan bbox=[600, 1454, 607, 1460]
bpl-body-left bbox=[612, 602, 764, 832]
river-dateline: ಶಿರಸಿ: bbox=[212, 1186, 227, 1194]
kanya-icon: ♍ bbox=[26, 902, 36, 912]
resolutions-right bbox=[745, 1179, 921, 1274]
vrishabha-icon: ♉ bbox=[26, 622, 36, 632]
rashi-name: ಸಿಂಹ bbox=[39, 834, 55, 844]
divider bbox=[666, 90, 667, 366]
kidi-author: ವಾಸುದೇವರಾವ್ ಕಲ್ಲೇರಿ bbox=[34, 422, 89, 430]
kataka-icon: ♋ bbox=[26, 762, 36, 772]
bpl-box-title: ಹೊಸ ಅರ್ಜಿಗಳ ವಿಲೇವಾರಿ bbox=[768, 602, 922, 620]
story2-body bbox=[672, 118, 920, 366]
kidi-subtitle: ನುಡಿ bbox=[84, 396, 112, 417]
vrischika-icon: ♏ bbox=[116, 622, 126, 632]
rashi-mesha bbox=[26, 546, 112, 610]
story2-subhead: ಕೊಲೆ ಮಾಡಿದ್ದೇಗೆ? bbox=[873, 175, 920, 183]
bpl-box bbox=[768, 602, 922, 720]
rashi-name: ಕನ್ಯಾ bbox=[39, 904, 53, 914]
river-subhead: ಯೋಜನೆ ಕೈಬಿಡಲು ಆಗ್ರಹ: bbox=[266, 1233, 331, 1242]
lucky-numbers: ಅದೃಷ್ಟ ಸಂಖ್ಯೆ 8,2,6,1 bbox=[70, 998, 140, 1007]
dot-cyan bbox=[330, 1454, 337, 1460]
rashi-name: ವೃಷಭ bbox=[39, 624, 59, 634]
dot-black bbox=[847, 1454, 854, 1460]
accident-body bbox=[26, 1052, 204, 1156]
lead-kicker: ಬಜೆಟ್ ಪೂರ್ವಭಾವಿ ಸಭೆಯಲ್ಲಿ ಸಚಿವ ಕೃಷ್ಣಬೈರೇಗೌಡ ಮನವಿ bbox=[212, 378, 602, 402]
lead-body-left bbox=[214, 506, 406, 848]
resolutions-title: ಸಮಾವೇಶದಲ್ಲಿ ಅಂಗೀಕಾರವಾದ ಹತ್ತು ನಿರ್ಣಯ bbox=[567, 1159, 921, 1177]
rashi-tula bbox=[116, 546, 202, 610]
bpl-photo-people bbox=[612, 464, 922, 524]
rashi-text: ಉತ್ತಮ ಸ್ನೇಹ ಸಂಬಂಧ. ಬಂಧುಗಳ ಭೇಟಿ. ವ್ಯವಹಾರದಲ್ಲಿ ಲಾಭ. bbox=[26, 845, 100, 862]
river-body-left bbox=[212, 1186, 380, 1442]
rashi-name: ಧನು bbox=[129, 694, 143, 704]
prayer-body bbox=[212, 884, 362, 1142]
prayer-quote-title: ನಮ್ಮವರೇ ನನಗೆ ಚಾಕು ಹಾಕುತ್ತಿದ್ದಾರೆ bbox=[371, 890, 489, 901]
story2-body-1: ರಾಮಮೂರ್ತಿ ನಗರ ಪೊಲೀಸ್ ಠಾಣಾ ವ್ಯಾಪ್ತಿಯ ಅಪಾರ್ಟ್‌ಮೆಂಟ್ ಫ್ಲ್ಯಾಟ್‌ನಲ್ಲಿ ನಡೆದ ಬೆಂಕಿ ಅವಘಡ ಪ್ರಕರಣಕ್ಕೆ ಸ್ಫೋಟಕ ತಿರುವು ಸಿಕ್ಕಿದ್ದು, ಟೆಕ್ಕಿ ಶರ್ಮಿಳಾ ಅವರನ್ನು ಪ್ರಿಯಕರನೇ ಕೊಲೆ ಮಾಡಿದ್ದಾನೆ ಎಂಬುದು ತನಿಖೆಯಿಂದ ಬಯಲಾಗಿದೆ. bbox=[672, 118, 920, 145]
bpl-photo bbox=[612, 424, 922, 598]
net-handle bbox=[386, 211, 426, 286]
section-title: ಕರ್ನಾಟಕ bbox=[464, 38, 578, 83]
cartoon-signature: ಸತೀಶ bbox=[336, 329, 350, 337]
rashi-kataka bbox=[26, 756, 112, 820]
dot-magenta bbox=[829, 1454, 836, 1460]
river-body-right: ಸೇರುವುದು ವ್ಯರ್ಥ ಎಂಬ ವಾದ ಸರಿಯಲ್ಲ. ನದಿ ತನ್ನ ಮಾರ್ಗದಲ್ಲಿ ಹರಿದು ಸಮುದ್ರ ಸೇರುವುದು ಪ್ರಕೃತಿಯ ನಿಯಮ. ಅದನ್ನು ತಡೆಯುವುದು ಅಪಾಯಕಾರಿ. ಯೋಜನೆಯ ವೈಜ್ಞಾನಿಕ ಅಧ್ಯಯನ ನಡೆಸದೆ ಜಾರಿಗೊಳಿಸಲು ಮುಂದಾಗಿರುವುದು ಖಂಡನೀಯ. ಸ್ಥಳೀಯ ಜನಪ್ರತಿನಿಧಿಗಳು ಈ ಬಗ್ಗೆ ಧ್ವನಿ ಎತ್ತಬೇಕು. ಪರಿಸರ ತಜ್ಞರು ಹಾಗೂ ರೈತರೊಂದಿಗೆ ಚರ್ಚಿಸಿ ನಿರ್ಧಾರ ಕೈಗೊಳ್ಳಬೇಕು. ಯೋಜನೆಯ ಡಿಪಿಆರ್ ಸಿದ್ಧಪಡಿಸುವ ಕಾರ್ಯವನ್ನು ತಕ್ಷಣ ಸ್ಥಗಿತಗೊಳಿಸಬೇಕು ಎಂದು ಆಗ್ರಹಿಸಿದರು. ಸಭೆಯಲ್ಲಿ ವಿವಿಧ ಮಠಾಧೀಶರು, ಪರಿಸರವಾದಿಗಳು ಭಾಗವಹಿಸಿದ್ದರು. bbox=[386, 1276, 560, 1351]
march-dateline: ಮೈಸೂರು: bbox=[508, 900, 533, 908]
rashi-kumbha bbox=[116, 826, 202, 890]
justice-headline-2: ಒದಗಿಸಲು ಕ್ರಮ: ಸಚಿವ bbox=[725, 878, 873, 900]
divider bbox=[605, 378, 606, 848]
rashi-text: ನಿಮ್ಮಲ್ಲಿ ಆತ್ಮವಿಶ್ವಾಸ ಹೆಚ್ಚಲಿದೆ. ಕೆಲಸದ ಸ್ಥಳದಲ್ಲಿ ಮೆಚ್ಚುಗೆ. ಸಂತಸದ ದಿನ. bbox=[26, 775, 107, 792]
mithuna-icon: ♊ bbox=[26, 692, 36, 702]
accident-dateline: ಚಿತ್ರದುರ್ಗ: bbox=[26, 1052, 52, 1060]
rashi-name: ಕುಂಭ bbox=[129, 834, 147, 844]
resolution-item: ■ ಸ್ಥಳೀಯ ಗ್ರಾಮ ಸಭೆಗಳ ಅಭಿಪ್ರಾಯ ಪಡೆಯದೆ ಯಾವುದೇ ಯೋಜನೆ ಜಾರಿಗೊಳಿಸಬಾರದು bbox=[567, 1295, 743, 1324]
kidi-line: ಪ್ರಚಾರ ಮಾಡುವುದು ಅಂತ ಭಾವಿಸಿದರೆ ತಪ್ಪಾದೀತು? bbox=[34, 459, 150, 467]
dot-yellow bbox=[838, 1454, 845, 1460]
ramabana-tag: ರಾಮ ಬಾಣ bbox=[363, 78, 411, 108]
dot-black bbox=[627, 1454, 634, 1460]
bpl-dateline: ಕಲಬುರಗಿ: bbox=[612, 602, 637, 610]
story1-headline: ಅಧ್ಯಕ್ಷರಾಗಿ ವಿಶ್ವಾಸ್ ಹೆಗಡೆ ಆಯ್ಕೆ bbox=[26, 92, 222, 113]
resolutions-box bbox=[566, 1158, 922, 1442]
cartoon-caption: ಏಕತೆಗೆ ಭಾರತವತ್ತ ದೇಶದ ದಿಟ್ಟ ಹೆಜ್ಜೆ : ಮೋದಿ bbox=[290, 145, 500, 161]
mesha-icon: ♈ bbox=[26, 552, 36, 562]
